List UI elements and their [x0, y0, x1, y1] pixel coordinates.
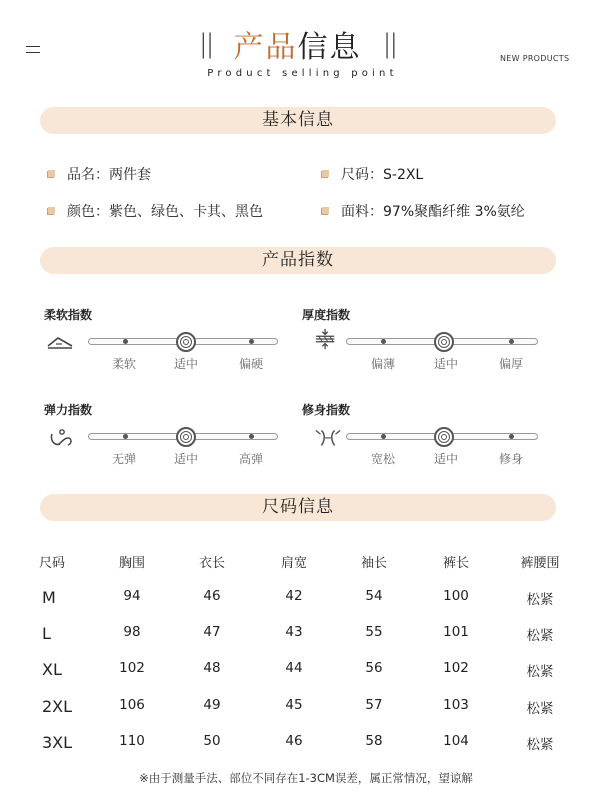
tick-label: 无弹	[111, 452, 136, 466]
table-cell: 98	[123, 624, 141, 640]
table-cell: 47	[203, 624, 221, 640]
title-right-bars: ||	[382, 29, 397, 59]
title-rest: 信息	[297, 30, 362, 65]
footnote: ※由于测量手法、部位不同存在1-3CM误差，属正常情况，望谅解	[139, 771, 473, 785]
bullet-icon	[48, 207, 55, 214]
info-item-fabric	[322, 201, 525, 221]
table-cell: 56	[365, 660, 383, 676]
fit-icon	[314, 426, 342, 448]
table-cell: 松紧	[526, 701, 554, 717]
tick-label: 适中	[433, 452, 458, 466]
info-item-label: 尺码：S-2XL	[341, 167, 424, 183]
table-cell: 松紧	[526, 737, 554, 753]
table-cell: 106	[119, 697, 145, 713]
title-left-bars: ||	[198, 29, 213, 59]
fit-slider	[346, 433, 538, 440]
bullet-icon	[48, 170, 55, 177]
table-row-size: 3XL	[42, 733, 73, 752]
info-item-label: 面料：97%聚酯纤维 3%氨纶	[341, 204, 525, 220]
table-cell: 43	[285, 624, 303, 640]
info-item-size	[322, 164, 423, 184]
table-row-size: M	[42, 588, 56, 607]
tick-label: 适中	[173, 357, 198, 371]
table-cell: 45	[285, 697, 303, 713]
table-cell: 54	[365, 588, 383, 604]
tick-label: 适中	[433, 357, 458, 371]
table-cell: 100	[443, 588, 469, 604]
table-cell: 松紧	[526, 628, 554, 644]
table-cell: 44	[285, 660, 303, 676]
slider-stop	[249, 434, 254, 439]
softness-icon	[46, 330, 74, 352]
slider-stop	[509, 434, 514, 439]
table-cell: 58	[365, 733, 383, 749]
table-header-cell: 裤腰围	[520, 556, 560, 571]
table-cell: 110	[119, 733, 145, 749]
table-header-cell: 肩宽	[280, 556, 307, 571]
index-label-fit: 修身指数	[302, 403, 351, 417]
tick-label: 偏厚	[498, 357, 523, 371]
info-item-color	[48, 201, 263, 221]
basic-info-banner: 基本信息	[40, 107, 556, 134]
table-cell: 46	[203, 588, 221, 604]
table-header-cell: 裤长	[442, 556, 469, 571]
tick-label: 偏薄	[370, 357, 395, 371]
softness-slider	[88, 338, 278, 345]
table-cell: 94	[123, 588, 141, 604]
table-cell: 104	[443, 733, 469, 749]
table-cell: 57	[365, 697, 383, 713]
tick-label: 柔软	[111, 357, 136, 371]
table-header-cell: 衣长	[198, 556, 225, 571]
slider-stop	[509, 339, 514, 344]
tick-label: 偏硬	[238, 357, 263, 371]
table-header-cell: 胸围	[118, 556, 145, 571]
slider-stop	[123, 339, 128, 344]
tick-label: 修身	[498, 452, 523, 466]
index-label-softness: 柔软指数	[44, 308, 93, 322]
table-cell: 46	[285, 733, 303, 749]
slider-stop	[249, 339, 254, 344]
table-cell: 103	[443, 697, 469, 713]
info-item-name	[48, 164, 151, 184]
index-label-thickness: 厚度指数	[302, 308, 351, 322]
tick-label: 宽松	[370, 452, 395, 466]
table-header-cell: 尺码	[38, 556, 65, 571]
thickness-slider	[346, 338, 538, 345]
size-info-banner: 尺码信息	[40, 494, 556, 521]
elasticity-slider	[88, 433, 278, 440]
table-cell: 102	[443, 660, 469, 676]
index-label-elasticity: 弹力指数	[44, 403, 93, 417]
slider-knob	[176, 332, 196, 352]
tick-label: 适中	[173, 452, 198, 466]
title-accent: 产品	[233, 30, 298, 65]
table-cell: 49	[203, 697, 221, 713]
table-cell: 55	[365, 624, 383, 640]
table-cell: 松紧	[526, 664, 554, 680]
table-row-size: L	[42, 624, 51, 643]
table-cell: 50	[203, 733, 221, 749]
table-cell: 101	[443, 624, 469, 640]
slider-stop	[381, 434, 386, 439]
page-subtitle: Product selling point	[207, 68, 398, 79]
slider-knob	[434, 427, 454, 447]
table-header-cell: 袖长	[360, 556, 387, 571]
slider-stop	[123, 434, 128, 439]
slider-stop	[381, 339, 386, 344]
info-item-label: 颜色：紫色、绿色、卡其、黑色	[67, 204, 263, 220]
corner-tag: NEW PRODUCTS	[500, 54, 570, 63]
title-text	[234, 22, 362, 66]
product-index-banner: 产品指数	[40, 247, 556, 274]
bullet-icon	[322, 207, 329, 214]
elasticity-icon	[48, 426, 76, 448]
info-item-label: 品名：两件套	[67, 167, 151, 183]
table-cell: 42	[285, 588, 303, 604]
table-cell: 48	[203, 660, 221, 676]
table-row-size: XL	[42, 660, 62, 679]
tick-label: 高弹	[238, 452, 263, 466]
slider-knob	[434, 332, 454, 352]
thickness-icon	[312, 328, 340, 350]
slider-knob	[176, 427, 196, 447]
table-cell: 102	[119, 660, 145, 676]
table-row-size: 2XL	[42, 697, 73, 716]
bullet-icon	[322, 170, 329, 177]
table-cell: 松紧	[526, 592, 554, 608]
